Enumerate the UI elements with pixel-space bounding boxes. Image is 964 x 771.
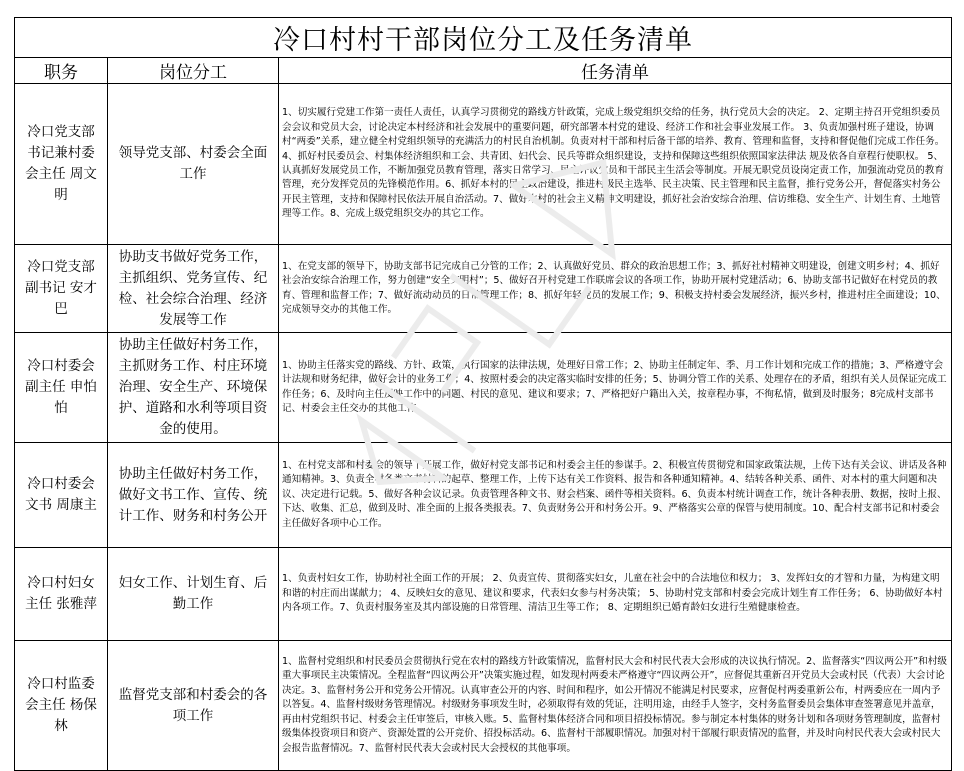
- table-row: [15, 443, 952, 548]
- duty-cell: 协助主任做好村务工作，做好文书工作、宣传、统计工作、财务和村务公开: [108, 443, 279, 548]
- position-cell: 冷口村妇女主任 张雅萍: [15, 548, 108, 641]
- tasks-cell: 1、在党支部的领导下，协助支部书记完成自己分管的工作；2、认真做好党员、群众的政治思想工作；3、抓好社村精神文明建设，创建文明乡村；4、抓好社会治安综合治理工作，努力创建“安全文明村”；5、做好召开村党建工作联席会议的各项工作，协助开展村党建活动；6、协助支部书记做好在村党员的教育、管理和监督工作；7、做好流动动员的日常管理工作；8、抓好年轻党员的发展工作；9、积极支持村委会发展经济，振兴乡村，推进村庄全面建设；10、完成领导交办的其他工作。: [279, 245, 952, 333]
- header-position: 职务: [15, 58, 108, 84]
- tasks-cell: 1、协助主任落实党的路线、方针、政策，执行国家的法律法规，处理好日常工作；2、协助主任制定年、季、月工作计划和完成工作的措施；3、严格遵守会计法规和财务纪律，做好会计的业务工作；4、按照村委会的决定落实临时安排的任务；5、协调分管工作的关系、处理存在的矛盾，组织有关人员保证完成工作任务；6、及时向主任反映工作中的问题、村民的意见、建议和要求；7、严格把好户籍出入关，按章程办事，不徇私情，做到及时服务；8完成村支部书记、村委会主任交办的其他工作。: [279, 333, 952, 443]
- position-cell: 冷口村委会文书 周康主: [15, 443, 108, 548]
- duty-table: [14, 17, 952, 771]
- table-row: [15, 84, 952, 245]
- table-title: 冷口村村干部岗位分工及任务清单: [15, 18, 952, 58]
- duty-cell: 监督党支部和村委会的各项工作: [108, 641, 279, 771]
- duty-cell: 领导党支部、村委会全面工作: [108, 84, 279, 245]
- table-row: [15, 641, 952, 771]
- tasks-cell: 1、负责村妇女工作，协助村社全面工作的开展； 2、负责宣传、贯彻落实妇女，儿童在社会中的合法地位和权力； 3、发挥妇女的才智和力量，为构建文明和谐的村庄而出谋献力； 4、反映妇女的意见、建议和要求，代表妇女参与村务决策； 5、协助村党支部和村委会完成计划生育工作任务； 6、协助做好本村内各项工作。7、负责村服务室及其内部设施的日常管理、清洁卫生等工作； 8、定期组织已婚育龄妇女进行生殖健康检查。: [279, 548, 952, 641]
- duty-cell: 妇女工作、计划生育、后勤工作: [108, 548, 279, 641]
- tasks-cell: 1、切实履行党建工作第一责任人责任，认真学习贯彻党的路线方针政策，完成上级党组织交给的任务，执行党员大会的决定。 2、定期主持召开党组织委员会会议和党员大会，讨论决定本村经济和社会发展中的重要问题，研究部署本村党的建设、经济工作和社会事业发展工作。 3、负责加强村班子建设，协调村“两委”关系，建立健全村党组织领导的充满活力的村民自治机制。负责对村干部和村后备干部的培养、教育、管理和监督，支持和督促他们完成工作任务。 4、抓好村民委员会、村集体经济组织和工会、共青团、妇代会、民兵等群众组织建设，支持和保障这些组织依照国家法律法 规及依各自章程行使职权。 5、认真抓好发展党员工作，不断加强党员教育管理，落实日常学习、民主评议党员和干部民主生活会等制度。开展无职党员设岗定责工作，加强流动党员的教育管理，充分发挥党员的先锋模范作用。6、抓好本村的民主政治建设，推进村级民主选举、民主决策、民主管理和民主监督，推行党务公开，督促落实村务公开民主管理，支持和保障村民依法开展自治活动。7、做好本村的社会主义精神文明建设，抓好社会治安综合治理、信访维稳、安全生产、计划生育、土地管理等工作。8、完成上级党组织交办的其它工作。: [279, 84, 952, 245]
- tasks-cell: 1、监督村党组织和村民委员会贯彻执行党在农村的路线方针政策情况，监督村民大会和村民代表大会形成的决议执行情况。2、监督落实“四议两公开”和村级重大事项民主决策情况。全程监督“四议两公开”决策实施过程，如发现村两委未严格遵守“四议两公开”，应督促其重新召开党员大会或村民（代表）大会讨论决定。3、监督村务公开和党务公开情况。认真审查公开的内容、时间和程序，如公开情况不能满足村民要求，应督促村两委重新公布，村两委应在一周内予以答复。4、监督村级财务管理情况。村级财务事项发生时，必须取得有效的凭证，注明用途，由经手人签字，交村务监督委员会集体审查签署意见并盖章，再由村党组织书记、村委会主任审签后，审核入账。5、监督村集体经济合同和项目招投标情况。参与制定本村集体的财务计划和各项财务管理制度，监督村级集体投资项目和资产、资源处置的公开竞价、招投标活动。6、监督村干部履职情况。加强对村干部履行职责情况的监督，并及时向村民代表大会或村民大会报告监督情况。7、监督村民代表大会或村民大会授权的其他事项。: [279, 641, 952, 771]
- table-row: [15, 333, 952, 443]
- header-duty: 岗位分工: [108, 58, 279, 84]
- position-cell: 冷口党支部副书记 安才巴: [15, 245, 108, 333]
- table-row: [15, 245, 952, 333]
- duty-cell: 协助支书做好党务工作，主抓组织、党务宣传、纪检、社会综合治理、经济发展等工作: [108, 245, 279, 333]
- duty-cell: 协助主任做好村务工作，主抓财务工作、村庄环境治理、安全生产、环境保护、道路和水利等项目资金的使用。: [108, 333, 279, 443]
- position-cell: 冷口村委会副主任 申怕怕: [15, 333, 108, 443]
- position-cell: 冷口党支部书记兼村委会主任 周文明: [15, 84, 108, 245]
- table-row: [15, 548, 952, 641]
- tasks-cell: 1、在村党支部和村委会的领导下开展工作，做好村党支部书记和村委会主任的参谋手。2、积极宣传贯彻党和国家政策法规，上传下达有关会议、讲话及各种通知精神。3、负责全村各类文书材料的起草、整理工作，上传下达有关工作资料、报告和各种通知精神。4、结转各种关系、函件、对本村的重大问题和决议、决定进行记载。5、做好各种会议记录。负责管理各种文书、财会档案、函件等相关资料。6、负责本村统计调查工作，统计各种表册、数据，按时上报、下达、收集、汇总，做到及时、准全面的上报各类报表。7、负责财务公开和村务公开。9、严格落实公章的保管与使用制度。10、配合村支部书记和村委会主任做好各项中心工作。: [279, 443, 952, 548]
- header-tasks: 任务清单: [279, 58, 952, 84]
- position-cell: 冷口村监委会主任 杨保林: [15, 641, 108, 771]
